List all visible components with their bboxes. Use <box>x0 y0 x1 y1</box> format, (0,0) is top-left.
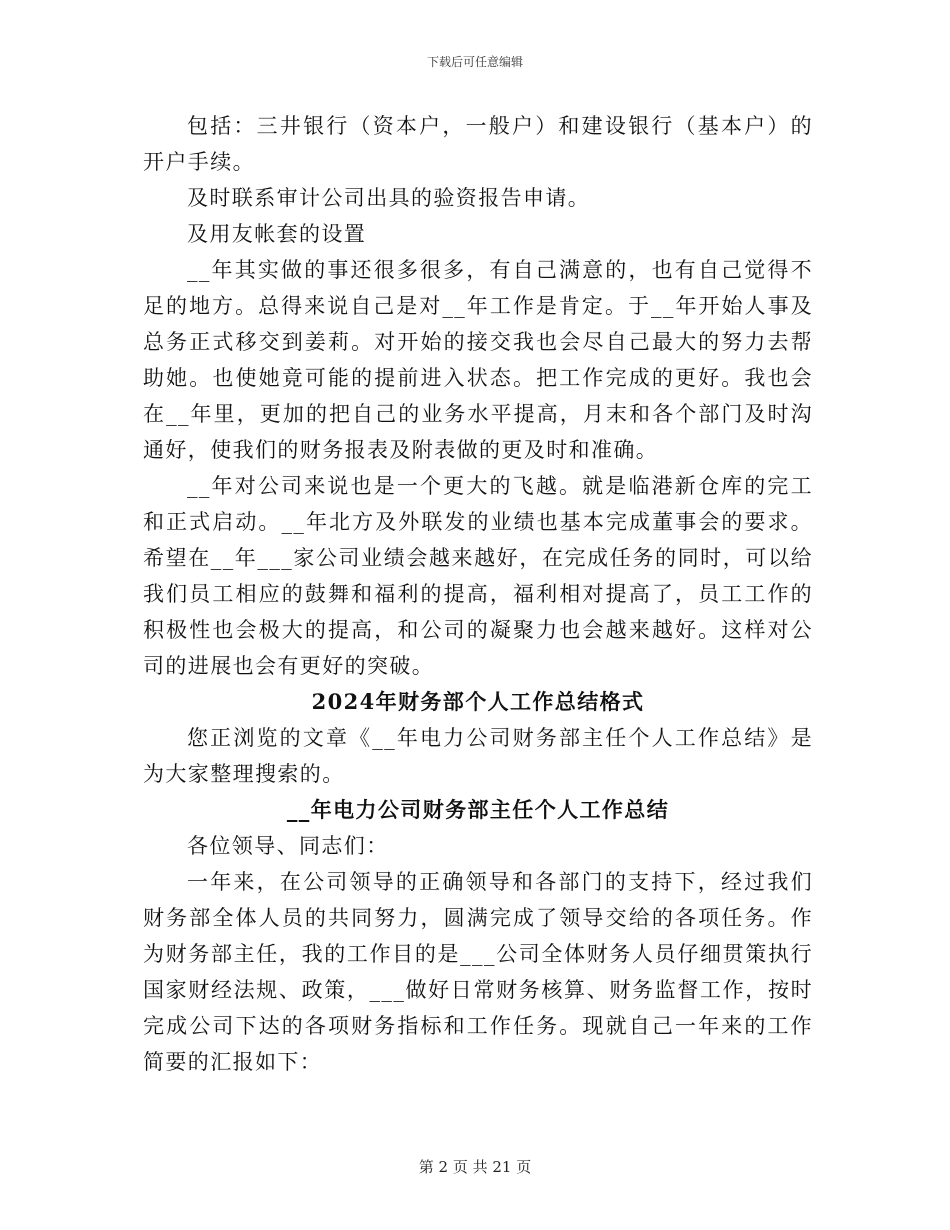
page-header: 下载后可任意编辑 <box>426 55 523 69</box>
paragraph-greeting: 各位领导、同志们： <box>187 834 389 858</box>
paragraph-year-review: __年其实做的事还很多很多，有自己满意的，也有自己觉得不足的地方。总得来说自己是对__年工作是肯定。于__年开始人事及总务正式移交到姜莉。对开始的接交我也会尽自己最大的努力去帮助她。也使她竟可能的提前进入状态。把工作完成的更好。我也会在__年里，更加的把自己的业务水平提高，月末和各个部门及时沟通好，使我们的财务报表及附表做的更及时和准确。 <box>143 258 813 462</box>
document-body <box>143 108 813 1080</box>
paragraph-ufida: 及用友帐套的设置 <box>187 222 367 246</box>
paragraph-bank-accounts: 包括：三井银行（资本户，一般户）和建设银行（基本户）的开户手续。 <box>143 114 813 174</box>
paragraph-company-outlook: __年对公司来说也是一个更大的飞越。就是临港新仓库的完工和正式启动。__年北方及外联发的业绩也基本完成董事会的要求。希望在__年___家公司业绩会越来越好，在完成任务的同时，可以给我们员工相应的鼓舞和福利的提高，福利相对提高了，员工工作的积极性也会极大的提高，和公司的凝聚力也会越来越好。这样对公司的进展也会有更好的突破。 <box>143 474 813 678</box>
page-footer: 第 2 页 共 21 页 <box>418 1158 532 1176</box>
paragraph-body: 一年来，在公司领导的正确领导和各部门的支持下，经过我们财务部全体人员的共同努力，圆满完成了领导交给的各项任务。作为财务部主任，我的工作目的是___公司全体财务人员仔细贯策执行国家财经法规、政策，___做好日常财务核算、财务监督工作，按时完成公司下达的各项财务指标和工作任务。现就自己一年来的工作简要的汇报如下： <box>143 870 813 1074</box>
paragraph-audit: 及时联系审计公司出具的验资报告申请。 <box>187 186 591 210</box>
section-heading-summary: __年电力公司财务部主任个人工作总结 <box>286 797 670 822</box>
paragraph-intro: 您正浏览的文章《__年电力公司财务部主任个人工作总结》是为大家整理搜索的。 <box>143 726 813 786</box>
section-heading-format: 2024年财务部个人工作总结格式 <box>311 689 645 714</box>
